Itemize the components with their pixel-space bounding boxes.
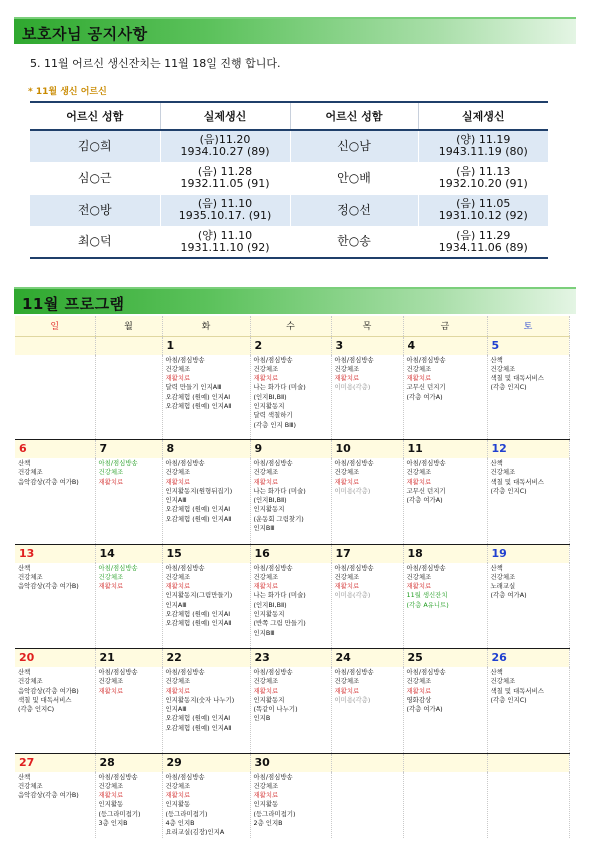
activity-cell	[403, 772, 487, 838]
activity-item: 재활치료	[334, 374, 360, 383]
birthday-row	[30, 226, 548, 258]
activity-item: 건강체조	[253, 781, 279, 790]
activity-item: (각층 여가A)	[490, 591, 527, 600]
activity-item: (인지BⅠ,BⅡ)	[253, 600, 287, 609]
activity-item: 재활치료	[253, 477, 279, 486]
activity-item: 색칠 및 대독서비스	[490, 374, 544, 383]
activity-cell	[403, 355, 487, 440]
date-cell: 28	[95, 753, 162, 772]
date-cell: 13	[15, 544, 95, 563]
activity-item: (각층 인지C)	[490, 486, 527, 495]
date-cell: 4	[403, 336, 487, 355]
activity-cell	[15, 772, 95, 838]
date-cell: 2	[250, 336, 331, 355]
elder-name-text: 안○배	[337, 170, 371, 185]
program-calendar	[15, 316, 570, 838]
activity-item: (각층 인지C)	[490, 695, 527, 704]
activity-item: 재활치료	[334, 477, 360, 486]
activity-item: 아침/점심방송	[165, 459, 205, 467]
date-cell: 9	[250, 440, 331, 459]
date-cell: 20	[15, 649, 95, 668]
activity-item: 인지활동지(그림만들기)	[165, 591, 233, 600]
birthday-lunar-solar: (음)11.20	[199, 133, 251, 147]
activity-cell	[95, 667, 162, 753]
date-row	[15, 649, 569, 668]
activity-item: 달력 만들기 인지AⅢ	[165, 383, 222, 392]
activity-item: 아침/점심방송	[165, 772, 205, 781]
elder-name	[290, 194, 418, 226]
activity-item: 4층 인지B	[165, 818, 195, 827]
activity-row	[15, 458, 569, 544]
activity-item: 건강체조	[406, 677, 432, 686]
activity-item: 건강체조	[253, 572, 279, 581]
elder-birthday	[160, 194, 290, 226]
activity-item: 음악감상(각층 여가B)	[18, 686, 79, 695]
program-title: 11월 프로그램	[22, 295, 125, 313]
activity-item: (각층 A유니트)	[406, 600, 449, 609]
activity-item: (인지BⅠ,BⅡ)	[253, 496, 287, 505]
header-name-2: 어르신 성함	[290, 102, 418, 130]
activity-item: 색칠 및 대독서비스	[18, 695, 72, 704]
date-cell: 26	[487, 649, 569, 668]
activity-item: 인지활동지	[253, 695, 285, 704]
activity-item: 재활치료	[253, 791, 279, 800]
activity-item: 건강체조	[98, 572, 124, 581]
date-cell: 12	[487, 440, 569, 459]
activity-row	[15, 772, 569, 838]
date-cell: 16	[250, 544, 331, 563]
elder-name-text: 신○남	[337, 138, 371, 153]
activity-cell	[331, 772, 403, 838]
activity-cell	[15, 667, 95, 753]
birthday-lunar-solar: (음) 11.05	[456, 197, 511, 210]
activity-item: 산책	[490, 563, 503, 572]
date-row	[15, 544, 569, 563]
activity-item: 인지BⅢ	[253, 628, 275, 637]
header-birthday-1: 실제생신	[160, 102, 290, 130]
birthday-lunar-solar: (음) 11.10	[197, 197, 253, 210]
date-cell: 3	[331, 336, 403, 355]
activity-item: 재활치료	[98, 477, 124, 486]
activity-item: 아침/점심방송	[165, 668, 205, 676]
activity-item: 건강체조	[98, 468, 124, 477]
activity-item: 인지활동지	[253, 401, 285, 410]
elder-name	[30, 194, 160, 226]
date-cell: 30	[250, 753, 331, 772]
birthday-full-date: 1931.10.12 (92)	[438, 209, 528, 222]
activity-cell	[95, 772, 162, 838]
activity-item: 인지AⅢ	[165, 496, 187, 505]
activity-cell	[162, 355, 250, 440]
activity-item: 건강체조	[334, 572, 360, 581]
activity-item: (등그라미접기)	[253, 809, 296, 818]
activity-item: 오감체험 (원예) 인지AⅡ	[165, 514, 232, 523]
activity-item: 건강체조	[490, 572, 516, 581]
activity-item: 나는 화가다 (미술)	[253, 486, 306, 495]
activity-item: 오감체험 (원예) 인지AⅠ	[165, 505, 231, 514]
date-cell	[487, 753, 569, 772]
activity-item: 인지AⅢ	[165, 705, 187, 714]
activity-item: 산책	[18, 668, 31, 676]
weekday-1: 월	[95, 316, 162, 336]
activity-item: 건강체조	[165, 468, 191, 477]
activity-item: 건강체조	[253, 677, 279, 686]
activity-item: 건강체조	[98, 677, 124, 686]
activity-cell	[250, 667, 331, 753]
date-cell: 8	[162, 440, 250, 459]
weekday-4: 목	[331, 316, 403, 336]
birthday-row	[30, 130, 548, 162]
activity-item: 재활치료	[165, 791, 191, 800]
activity-item: 아침/점심방송	[253, 459, 293, 467]
date-cell: 24	[331, 649, 403, 668]
activity-item: 고무신 던지기	[406, 486, 446, 495]
weekday-3: 수	[250, 316, 331, 336]
activity-item: 아침/점심방송	[406, 563, 446, 572]
activity-cell	[95, 563, 162, 649]
date-cell: 27	[15, 753, 95, 772]
birthday-full-date: 1935.10.17. (91)	[178, 209, 272, 222]
activity-item: 오감체험 (원예) 인지AⅡ	[165, 619, 232, 628]
birthday-full-date: 1931.11.10 (92)	[180, 240, 270, 254]
date-cell	[331, 753, 403, 772]
activity-item: 재활치료	[165, 686, 191, 695]
date-cell: 15	[162, 544, 250, 563]
activity-item: 아침/점심방송	[253, 668, 293, 676]
birthday-row	[30, 162, 548, 194]
activity-item: 건강체조	[253, 364, 279, 373]
activity-cell	[331, 458, 403, 544]
birthday-table	[30, 101, 548, 259]
activity-cell	[162, 772, 250, 838]
header-name-1: 어르신 성함	[30, 102, 160, 130]
activity-item: 나는 화가다 (미술)	[253, 383, 306, 392]
activity-item: 건강체조	[334, 677, 360, 686]
activity-item: (각층 인지C)	[490, 383, 527, 392]
date-cell	[15, 336, 95, 355]
activity-item: 건강체조	[18, 781, 43, 790]
elder-name-text: 전○방	[77, 202, 112, 217]
activity-item: 인지활동	[165, 800, 191, 809]
activity-item: 산책	[18, 563, 31, 572]
activity-item: 건강체조	[406, 364, 432, 373]
birthday-full-date: 1932.11.05 (91)	[180, 177, 270, 190]
activity-item: (등그라미접기)	[165, 809, 208, 818]
birthday-full-date: 1932.10.20 (91)	[438, 177, 528, 190]
activity-item: 요리교실(김장)인지A	[165, 828, 225, 837]
activity-item: 건강체조	[334, 468, 360, 477]
activity-item: 아침/점심방송	[334, 355, 374, 364]
activity-item: 재활치료	[165, 374, 191, 383]
activity-item: 아침/점심방송	[165, 563, 205, 572]
activity-item: 색칠 및 대독서비스	[490, 477, 544, 486]
date-cell	[403, 753, 487, 772]
activity-item: 3층 인지B	[98, 818, 128, 827]
date-cell: 23	[250, 649, 331, 668]
activity-item: 이미용(각층)	[334, 591, 371, 600]
activity-item: 건강체조	[490, 364, 516, 373]
activity-cell	[403, 563, 487, 649]
activity-item: 재활치료	[334, 582, 360, 591]
activity-item: 건강체조	[98, 781, 124, 790]
activity-item: 음악감상(각층 여가B)	[18, 582, 79, 591]
activity-item: 건강체조	[334, 364, 360, 373]
activity-item: 2층 인지B	[253, 818, 283, 827]
activity-item: 색칠 및 대독서비스	[490, 686, 544, 695]
activity-item: 건강체조	[165, 364, 191, 373]
elder-name-text: 한○송	[337, 234, 371, 249]
activity-item: 재활치료	[334, 686, 360, 695]
activity-cell	[95, 458, 162, 544]
program-banner	[14, 287, 576, 314]
date-cell	[95, 336, 162, 355]
activity-cell	[487, 772, 569, 838]
elder-birthday	[160, 130, 290, 162]
date-row	[15, 336, 569, 355]
activity-cell	[250, 772, 331, 838]
activity-item: 아침/점심방송	[253, 563, 293, 572]
activity-item: 건강체조	[490, 468, 516, 477]
activity-item: 건강체조	[18, 468, 43, 477]
activity-item: 아침/점심방송	[98, 459, 138, 467]
birthday-lunar-solar: (음) 11.13	[456, 165, 511, 178]
activity-cell	[403, 667, 487, 753]
weekday-5: 금	[403, 316, 487, 336]
activity-item: 건강체조	[253, 468, 279, 477]
activity-item: 아침/점심방송	[406, 355, 446, 364]
activity-item: 건강체조	[406, 572, 432, 581]
activity-item: 이미용(각층)	[334, 383, 371, 392]
date-cell: 7	[95, 440, 162, 459]
activity-item: 재활치료	[98, 791, 124, 800]
activity-item: 음악감상(각층 여가B)	[18, 791, 79, 800]
activity-cell	[487, 563, 569, 649]
activity-item: 재활치료	[253, 686, 279, 695]
activity-cell	[487, 458, 569, 544]
activity-item: 재활치료	[406, 686, 432, 695]
activity-item: (각층 여가A)	[406, 392, 443, 401]
activity-item: 인지B	[253, 714, 271, 723]
activity-item: 재활치료	[165, 582, 191, 591]
birthday-subheading: * 11월 생신 어르신	[28, 87, 107, 97]
date-cell: 25	[403, 649, 487, 668]
activity-item: 오감체험 (원예) 인지AⅡ	[165, 401, 232, 410]
activity-cell	[162, 563, 250, 649]
activity-cell	[250, 458, 331, 544]
date-cell: 10	[331, 440, 403, 459]
elder-birthday	[160, 226, 290, 258]
activity-item: 인지활동지(숫자 나누기)	[165, 695, 235, 704]
activity-item: 재활치료	[165, 477, 191, 486]
activity-item: 인지활동	[98, 800, 124, 809]
birthday-full-date: 1934.10.27 (89)	[180, 145, 270, 159]
date-cell: 11	[403, 440, 487, 459]
elder-birthday	[418, 226, 548, 258]
elder-birthday	[418, 194, 548, 226]
activity-item: 오감체험 (원예) 인지AⅠ	[165, 609, 231, 618]
activity-item: 건강체조	[165, 572, 191, 581]
birthday-lunar-solar: (양) 11.19	[456, 133, 511, 147]
activity-item: 재활치료	[406, 374, 432, 383]
activity-item: (운동회 그림찾기)	[253, 514, 304, 523]
elder-birthday	[160, 162, 290, 194]
activity-item: (똑같이 나누기)	[253, 705, 298, 714]
elder-name	[30, 226, 160, 258]
activity-item: 인지활동지	[253, 505, 285, 514]
activity-item: 아침/점심방송	[253, 355, 293, 364]
activity-item: 나는 화가다 (미술)	[253, 591, 306, 600]
activity-cell	[15, 355, 95, 440]
date-row	[15, 440, 569, 459]
weekday-0: 일	[15, 316, 95, 336]
activity-item: 건강체조	[490, 677, 516, 686]
activity-cell	[487, 667, 569, 753]
date-cell: 18	[403, 544, 487, 563]
activity-item: (인지BⅠ,BⅡ)	[253, 392, 287, 401]
activity-item: 오감체험 (원예) 인지AⅠ	[165, 714, 231, 723]
date-cell: 6	[15, 440, 95, 459]
activity-item: 재활치료	[406, 582, 432, 591]
activity-item: 인지AⅢ	[165, 600, 187, 609]
activity-cell	[162, 458, 250, 544]
activity-cell	[403, 458, 487, 544]
activity-item: 산책	[490, 355, 503, 364]
birthday-full-date: 1934.11.06 (89)	[438, 240, 528, 254]
notice-banner	[14, 17, 576, 44]
activity-item: (각층 여가A)	[406, 496, 443, 505]
weekday-2: 화	[162, 316, 250, 336]
notice-line: 5. 11월 어르신 생신잔치는 11월 18일 진행 합니다.	[30, 57, 281, 70]
activity-item: 아침/점심방송	[165, 355, 205, 364]
activity-item: 오감체험 (원예) 인지AⅠ	[165, 392, 231, 401]
elder-name	[30, 162, 160, 194]
activity-item: 이미용(각층)	[334, 486, 371, 495]
birthday-lunar-solar: (음) 11.29	[456, 228, 511, 242]
activity-item: (등그라미접기)	[98, 809, 141, 818]
date-cell: 5	[487, 336, 569, 355]
activity-item: 건강체조	[18, 572, 43, 581]
activity-item: 아침/점심방송	[406, 459, 446, 467]
elder-name-text: 김○희	[77, 138, 112, 153]
activity-item: 이미용(각층)	[334, 695, 371, 704]
date-cell: 22	[162, 649, 250, 668]
activity-item: 산책	[18, 459, 31, 467]
activity-item: 재활치료	[98, 686, 124, 695]
activity-item: 영화감상	[406, 695, 432, 704]
activity-item: 11월 생신잔치	[406, 591, 448, 600]
activity-item: 산책	[18, 772, 31, 781]
activity-item: (각층 인지 BⅢ)	[253, 420, 297, 429]
activity-item: 건강체조	[165, 781, 191, 790]
activity-item: 건강체조	[165, 677, 191, 686]
activity-cell	[487, 355, 569, 440]
activity-cell	[95, 355, 162, 440]
weekday-header	[15, 316, 569, 336]
activity-item: 아침/점심방송	[98, 772, 138, 781]
activity-cell	[250, 563, 331, 649]
activity-item: 건강체조	[18, 677, 43, 686]
birthday-full-date: 1943.11.19 (80)	[438, 145, 528, 159]
birthday-lunar-solar: (음) 11.28	[197, 165, 253, 178]
elder-birthday	[418, 130, 548, 162]
activity-item: (각층 여가A)	[406, 705, 443, 714]
activity-item: 아침/점심방송	[98, 668, 138, 676]
activity-item: 인지BⅢ	[253, 524, 275, 533]
activity-cell	[15, 458, 95, 544]
elder-name-text: 심○근	[77, 170, 112, 185]
activity-item: 재활치료	[406, 477, 432, 486]
elder-name	[30, 130, 160, 162]
date-cell: 1	[162, 336, 250, 355]
elder-name	[290, 226, 418, 258]
birthday-row	[30, 194, 548, 226]
activity-item: (반쪽 그림 만들기)	[253, 619, 306, 628]
activity-item: 인지활동지(원형뒤집기)	[165, 486, 233, 495]
date-cell: 14	[95, 544, 162, 563]
date-row	[15, 753, 569, 772]
activity-item: 아침/점심방송	[253, 772, 293, 781]
activity-row	[15, 667, 569, 753]
elder-name	[290, 162, 418, 194]
birthday-lunar-solar: (양) 11.10	[197, 228, 253, 242]
activity-cell	[250, 355, 331, 440]
notice-title: 보호자님 공지사항	[22, 25, 148, 43]
date-cell: 19	[487, 544, 569, 563]
activity-item: 인지활동지	[253, 609, 285, 618]
activity-item: 건강체조	[406, 468, 432, 477]
elder-name	[290, 130, 418, 162]
activity-item: 아침/점심방송	[334, 459, 374, 467]
date-cell: 29	[162, 753, 250, 772]
activity-item: 재활치료	[98, 582, 124, 591]
activity-item: 산책	[490, 668, 503, 676]
activity-item: 오감체험 (원예) 인지AⅡ	[165, 723, 232, 732]
elder-name-text: 정○선	[337, 202, 371, 217]
activity-cell	[331, 667, 403, 753]
activity-cell	[331, 563, 403, 649]
elder-birthday	[418, 162, 548, 194]
date-cell: 21	[95, 649, 162, 668]
date-cell: 17	[331, 544, 403, 563]
activity-item: 아침/점심방송	[406, 668, 446, 676]
activity-item: 재활치료	[253, 374, 279, 383]
activity-item: 재활치료	[253, 582, 279, 591]
activity-item: 인지활동	[253, 800, 279, 809]
activity-item: 달력 색칠하기	[253, 411, 293, 420]
activity-cell	[331, 355, 403, 440]
activity-item: 아침/점심방송	[334, 563, 374, 572]
activity-row	[15, 355, 569, 440]
activity-item: 아침/점심방송	[98, 563, 138, 572]
activity-item: 산책	[490, 459, 503, 467]
header-birthday-2: 실제생신	[418, 102, 548, 130]
activity-cell	[15, 563, 95, 649]
elder-name-text: 최○덕	[77, 234, 112, 249]
activity-item: 아침/점심방송	[334, 668, 374, 676]
weekday-6: 토	[487, 316, 569, 336]
activity-item: 노래교실	[490, 582, 516, 591]
activity-item: 음악감상(각층 여가B)	[18, 477, 79, 486]
birthday-table-header	[30, 102, 548, 130]
activity-row	[15, 563, 569, 649]
activity-cell	[162, 667, 250, 753]
activity-item: (각층 인지C)	[18, 705, 55, 714]
activity-item: 고무신 던지기	[406, 383, 446, 392]
